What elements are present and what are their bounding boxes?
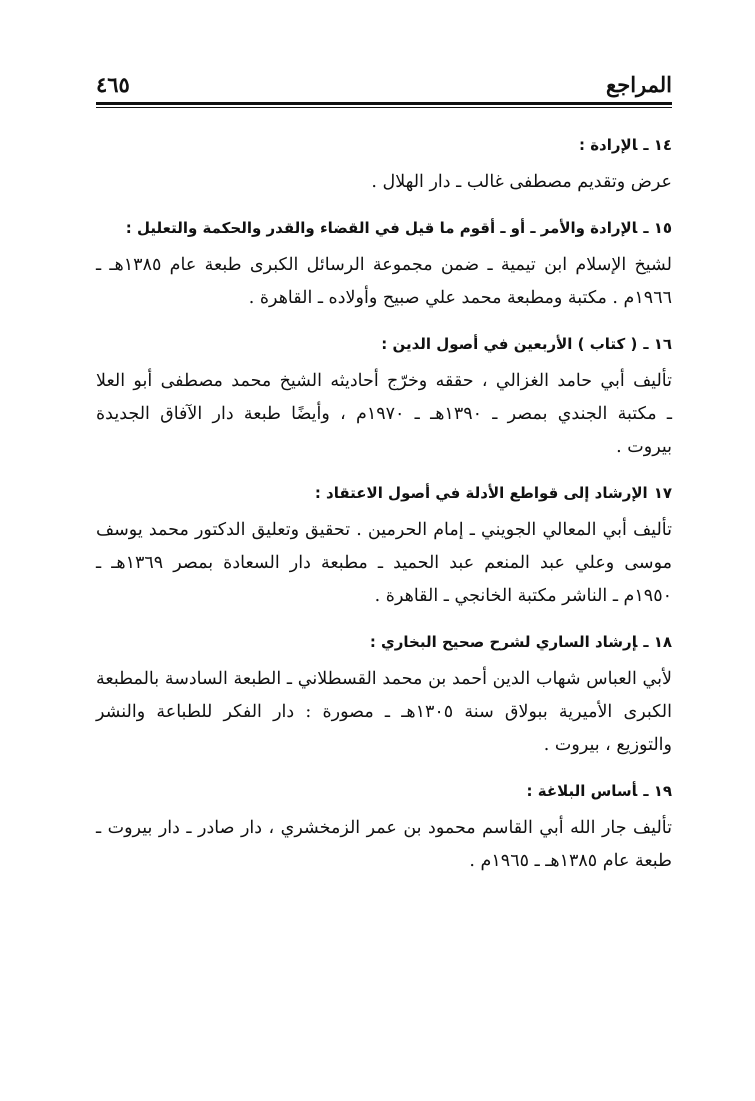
entry-heading (96, 213, 672, 243)
header-rule-thin (96, 107, 672, 108)
entry-body (96, 663, 672, 762)
entry-number: ١٥ ـ (643, 219, 672, 237)
page (96, 62, 672, 892)
entry-title: الإرشاد إلى قواطع الأدلة في أصول الاعتقاد : (314, 484, 648, 502)
entry-title: ( كتاب ) الأربعين في أصول الدين : (381, 335, 638, 353)
entry-heading (96, 627, 672, 657)
entry-title: الإرادة والأمر ـ أو ـ أقوم ما قيل في القضاء والقدر والحكمة والتعليل : (125, 219, 638, 237)
entry-body (96, 249, 672, 315)
entry-line: طبعة عام ١٣٨٥هـ ـ ١٩٦٥م . (469, 851, 672, 871)
entry-title: أساس البلاغة : (526, 782, 638, 800)
entry-line: ١٩٦٦م . مكتبة ومطبعة محمد علي صبيح وأولاده ـ القاهرة . (248, 288, 672, 308)
reference-entry (96, 478, 672, 613)
page-header (96, 62, 672, 102)
entry-line: بيروت . (616, 437, 672, 457)
reference-entry (96, 329, 672, 464)
entry-line: الكبرى الأميرية ببولاق سنة ١٣٠٥هـ ـ مصورة : دار الفكر للطباعة والنشر (96, 702, 672, 722)
entry-heading (96, 478, 672, 508)
entry-number: ١٧ (653, 484, 672, 502)
entry-body (96, 365, 672, 464)
running-title: المراجع (606, 72, 672, 97)
entry-title: إرشاد الساري لشرح صحيح البخاري : (369, 633, 638, 651)
entry-heading (96, 776, 672, 806)
entry-line: لشيخ الإسلام ابن تيمية ـ ضمن مجموعة الرسائل الكبرى طبعة عام ١٣٨٥هـ ـ (96, 255, 673, 275)
reference-list (96, 130, 672, 878)
entry-number: ١٤ ـ (643, 136, 672, 154)
reference-entry (96, 776, 672, 878)
reference-entry (96, 213, 672, 315)
entry-line: تأليف أبي المعالي الجويني ـ إمام الحرمين . تحقيق وتعليق الدكتور محمد يوسف (96, 520, 672, 540)
entry-line: ـ مكتبة الجندي بمصر ـ ١٣٩٠هـ ـ ١٩٧٠م ، وأيضًا طبعة دار الآفاق الجديدة (96, 404, 672, 424)
header-rule-thick (96, 102, 672, 105)
entry-line: تأليف جار الله أبي القاسم محمود بن عمر الزمخشري ، دار صادر ـ دار بيروت ـ (96, 818, 672, 838)
entry-body (96, 812, 672, 878)
entry-body (96, 166, 672, 199)
entry-line: والتوزيع ، بيروت . (543, 735, 672, 755)
entry-line: تأليف أبي حامد الغزالي ، حققه وخرّج أحاديثه الشيخ محمد مصطفى أبو العلا (96, 371, 672, 391)
entry-number: ١٩ ـ (643, 782, 672, 800)
entry-heading (96, 329, 672, 359)
entry-number: ١٨ ـ (643, 633, 672, 651)
reference-entry (96, 130, 672, 199)
entry-line: عرض وتقديم مصطفى غالب ـ دار الهلال . (371, 172, 672, 192)
entry-line: لأبي العباس شهاب الدين أحمد بن محمد القسطلاني ـ الطبعة السادسة بالمطبعة (96, 669, 672, 689)
page-number: ٤٦٥ (96, 72, 130, 97)
entry-number: ١٦ ـ (643, 335, 672, 353)
entry-line: موسى وعلي عبد المنعم عبد الحميد ـ مطبعة دار السعادة بمصر ١٣٦٩هـ ـ (96, 553, 672, 573)
entry-heading (96, 130, 672, 160)
reference-entry (96, 627, 672, 762)
entry-line: ١٩٥٠م ـ الناشر مكتبة الخانجي ـ القاهرة . (374, 586, 672, 606)
entry-title: الإرادة : (578, 136, 638, 154)
entry-body (96, 514, 672, 613)
